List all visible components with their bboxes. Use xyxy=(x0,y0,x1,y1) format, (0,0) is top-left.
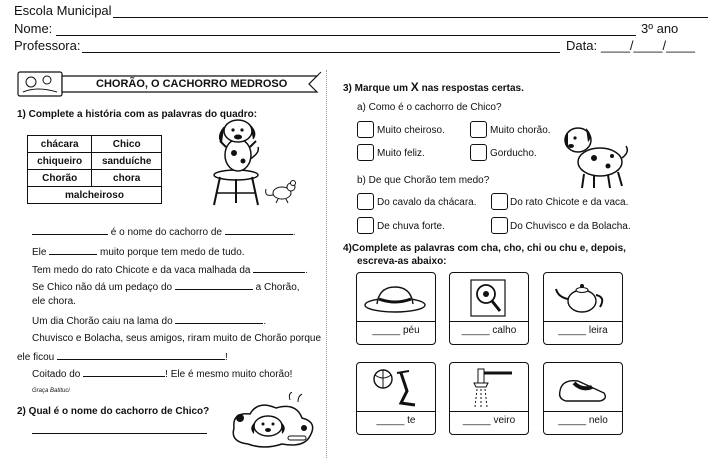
story-blank-6[interactable] xyxy=(175,314,263,324)
q3-prompt: 3) Marque um X nas respostas certas. xyxy=(343,80,524,94)
story-blank-8[interactable] xyxy=(83,367,165,377)
word-box-2 xyxy=(449,272,529,345)
q3a-prompt: a) Como é o cachorro de Chico? xyxy=(357,102,502,113)
q3b-option-1-checkbox[interactable] xyxy=(357,193,374,210)
story-line-9: Coitado do ! Ele é mesmo muito chorão! xyxy=(32,369,293,380)
word-box xyxy=(27,135,162,204)
word-malcheiroso: malcheiroso xyxy=(28,187,162,204)
word-chora: chora xyxy=(92,170,162,187)
q3a-option-2-checkbox[interactable] xyxy=(470,121,487,138)
hat-icon xyxy=(357,275,435,321)
word-chiqueiro: chiqueiro xyxy=(28,153,92,170)
word-box-3 xyxy=(543,272,623,345)
standing-dog-illustration xyxy=(560,118,630,190)
author-credit: Graça Batituci xyxy=(32,388,70,394)
word-box-4 xyxy=(356,362,436,435)
q3a-option-4-label: Gorducho. xyxy=(490,148,537,159)
story-line-6: Um dia Chorão caiu na lama do . xyxy=(32,316,267,327)
story-blank-7[interactable] xyxy=(57,350,225,360)
story-blank-4[interactable] xyxy=(253,263,305,273)
dog-on-stool-illustration xyxy=(198,117,306,209)
q3a-option-1-label: Muito cheiroso. xyxy=(377,125,445,136)
word-1-answer[interactable]: _____ péu xyxy=(372,325,420,336)
q3b-option-4-checkbox[interactable] xyxy=(491,217,508,234)
q3b-option-3-label: De chuva forte. xyxy=(377,221,445,232)
story-blank-5[interactable] xyxy=(175,280,253,290)
name-label: Nome: xyxy=(14,21,53,36)
q3a-option-3-checkbox[interactable] xyxy=(357,144,374,161)
q4-prompt-line-2: escreva-as abaixo: xyxy=(357,256,447,267)
q3a-option-3-label: Muito feliz. xyxy=(377,148,425,159)
story-blank-3[interactable] xyxy=(49,245,97,255)
school-name-field[interactable] xyxy=(113,17,708,18)
q2-prompt: 2) Qual é o nome do cachorro de Chico? xyxy=(17,406,210,417)
slipper-icon xyxy=(544,365,622,411)
student-name-field[interactable] xyxy=(56,35,636,36)
story-line-1: é o nome do cachorro de . xyxy=(32,225,296,238)
word-sanduiche: sanduíche xyxy=(92,153,162,170)
q3b-option-3-checkbox[interactable] xyxy=(357,217,374,234)
date-label: Data: xyxy=(566,38,598,53)
dog-in-mud-illustration xyxy=(228,392,318,450)
word-chacara: chácara xyxy=(28,136,92,153)
word-box-6 xyxy=(543,362,623,435)
story-line-4: Se Chico não dá um pedaço do a Chorão, xyxy=(32,282,300,293)
grade-label: 3º ano xyxy=(641,21,679,36)
word-2-answer[interactable]: _____ calho xyxy=(461,325,517,336)
teacher-label: Professora: xyxy=(14,38,81,53)
teapot-icon xyxy=(544,275,622,321)
word-box-5 xyxy=(449,362,529,435)
q3b-prompt: b) De que Chorão tem medo? xyxy=(357,175,490,186)
story-line-5: ele chora. xyxy=(32,296,76,307)
word-chico: Chico xyxy=(92,136,162,153)
story-blank-1[interactable] xyxy=(32,225,108,235)
word-chorao: Chorão xyxy=(28,170,92,187)
word-5-answer[interactable]: _____ veiro xyxy=(462,415,516,426)
q3a-option-2-label: Muito chorão. xyxy=(490,125,551,136)
q2-answer-field[interactable] xyxy=(32,433,207,434)
story-line-7: Chuvisco e Bolacha, seus amigos, riram muito de Chorão porque xyxy=(32,333,322,344)
story-blank-2[interactable] xyxy=(225,225,293,235)
magnifier-icon xyxy=(450,275,528,321)
q3a-option-1-checkbox[interactable] xyxy=(357,121,374,138)
school-label: Escola Municipal xyxy=(14,3,112,18)
q4-prompt-line-1: 4)Complete as palavras com cha, cho, chi ou chu e, depois, xyxy=(343,243,626,254)
kick-ball-icon xyxy=(357,365,435,411)
q3b-option-1-label: Do cavalo da chácara. xyxy=(377,197,477,208)
word-box-1 xyxy=(356,272,436,345)
q3b-option-4-label: Do Chuvisco e da Bolacha. xyxy=(510,221,631,232)
q3b-option-2-checkbox[interactable] xyxy=(491,193,508,210)
date-field[interactable]: ____/____/____ xyxy=(601,38,695,53)
word-4-answer[interactable]: _____ te xyxy=(376,415,416,426)
shower-icon xyxy=(450,365,528,411)
word-6-answer[interactable]: _____ nelo xyxy=(558,415,608,426)
story-line-3: Tem medo do rato Chicote e da vaca malhada da . xyxy=(32,265,309,276)
page-title: CHORÃO, O CACHORRO MEDROSO xyxy=(96,78,288,90)
q3b-option-2-label: Do rato Chicote e da vaca. xyxy=(510,197,629,208)
word-3-answer[interactable]: _____ leira xyxy=(558,325,608,336)
column-divider xyxy=(326,70,327,458)
story-line-8: ele ficou ! xyxy=(17,352,228,363)
teacher-name-field[interactable] xyxy=(82,52,560,53)
story-line-2: Ele muito porque tem medo de tudo. xyxy=(32,247,245,258)
q3a-option-4-checkbox[interactable] xyxy=(470,144,487,161)
q1-prompt: 1) Complete a história com as palavras do quadro: xyxy=(17,109,258,120)
